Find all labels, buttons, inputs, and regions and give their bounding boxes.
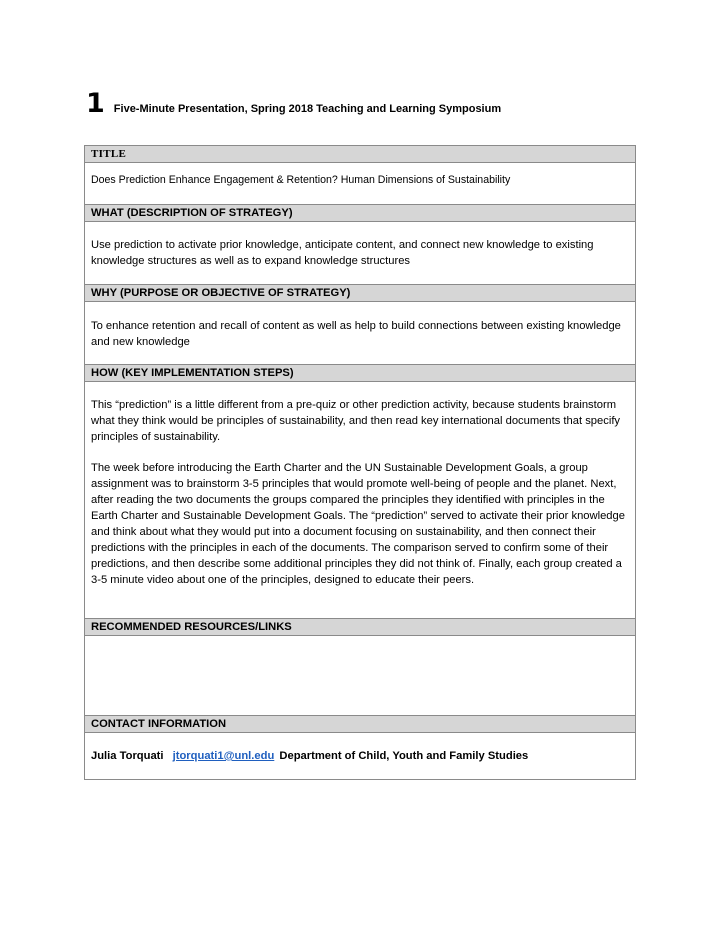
contact-email-link[interactable]: jtorquati1@unl.edu bbox=[172, 750, 275, 762]
how-header-row bbox=[85, 365, 636, 382]
title-text: Does Prediction Enhance Engagement & Retention? Human Dimensions of Sustainability bbox=[85, 163, 636, 205]
how-header: HOW (KEY IMPLEMENTATION STEPS) bbox=[85, 365, 636, 382]
title-header: TITLE bbox=[85, 146, 636, 163]
why-header-row bbox=[85, 285, 636, 302]
section-number: 1 bbox=[86, 88, 105, 119]
resources-header-row bbox=[85, 619, 636, 636]
contact-header-row bbox=[85, 716, 636, 733]
contact-body-row bbox=[85, 733, 636, 780]
contact-content bbox=[85, 733, 636, 780]
why-text: To enhance retention and recall of content as well as help to build connections between existing knowledge and new knowledge bbox=[85, 302, 636, 365]
how-paragraph-2: The week before introducing the Earth Charter and the UN Sustainable Development Goals, a group assignment was to brainstorm 3-5 principles that would promote well-being of people and the planet. Next, after reading the two documents the groups compared the principles they identified with principles in the Earth Charter and Sustainable Development Goals. The “prediction” served to activate their prior knowledge and think about what they would put into a document focusing on sustainability, and then connect their predictions with the principles in each of the documents. The comparison served to confirm some of their predictions, and then describe some additional principles they did not think of. Finally, each group created a 3-5 minute video about one of the principles, designed to educate their peers. bbox=[91, 462, 625, 586]
title-body-row bbox=[85, 163, 636, 205]
why-body-row bbox=[85, 302, 636, 365]
strategy-form-table bbox=[84, 145, 636, 780]
what-body-row bbox=[85, 222, 636, 285]
contact-name: Julia Torquati bbox=[91, 750, 164, 762]
what-text: Use prediction to activate prior knowledge, anticipate content, and connect new knowledge to existing knowledge structures as well as to expand knowledge structures bbox=[85, 222, 636, 285]
how-body-row bbox=[85, 382, 636, 619]
contact-department: Department of Child, Youth and Family Studies bbox=[279, 750, 529, 762]
how-content bbox=[85, 382, 636, 619]
resources-header: RECOMMENDED RESOURCES/LINKS bbox=[85, 619, 636, 636]
resources-text bbox=[85, 636, 636, 716]
contact-header: CONTACT INFORMATION bbox=[85, 716, 636, 733]
document-heading bbox=[86, 90, 501, 117]
why-header: WHY (PURPOSE OR OBJECTIVE OF STRATEGY) bbox=[85, 285, 636, 302]
document-subtitle: Five-Minute Presentation, Spring 2018 Teaching and Learning Symposium bbox=[113, 103, 502, 115]
how-paragraph-1: This “prediction” is a little different from a pre-quiz or other prediction activity, because students brainstorm what they think would be principles of sustainability, and then read key international documents that specify principles of sustainability. bbox=[91, 399, 621, 443]
what-header: WHAT (DESCRIPTION OF STRATEGY) bbox=[85, 205, 636, 222]
title-header-row bbox=[85, 146, 636, 163]
what-header-row bbox=[85, 205, 636, 222]
resources-body-row bbox=[85, 636, 636, 716]
